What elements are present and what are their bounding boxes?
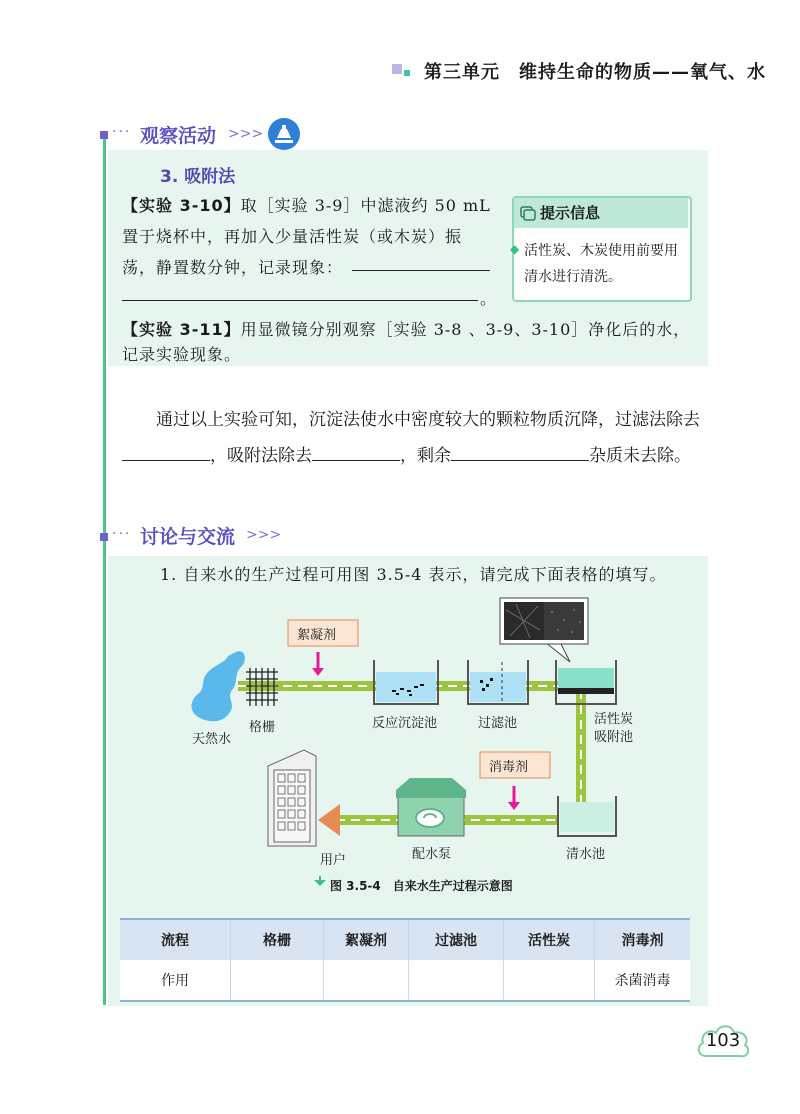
label-clear-tank: 清水池: [566, 847, 606, 862]
td-filter-answer[interactable]: [409, 960, 504, 1001]
exp1-label: 【实验 3-10】: [122, 196, 241, 215]
coagulant-arrow: [312, 668, 324, 676]
label-carbon-2: 吸附池: [594, 730, 634, 745]
conclusion-part2: ，吸附法除去: [210, 446, 312, 466]
section-dots: ···: [112, 526, 132, 542]
observe-section-title: 观察活动: [140, 125, 217, 147]
td-function-label: 作用: [120, 960, 231, 1001]
conclusion-part3: ，剩余: [400, 446, 451, 466]
pump-house: [396, 778, 466, 836]
caption-arrow-icon: [314, 876, 326, 886]
th-grid: 格栅: [231, 919, 324, 960]
th-disinfectant: 消毒剂: [595, 919, 691, 960]
table-header-row: [120, 919, 690, 960]
label-disinfectant: 消毒剂: [489, 760, 529, 775]
tip-bullet-icon: ◆: [510, 242, 520, 256]
exp2-text1: 用显微镜分别观察［实验 3-8 、3-9、3-10］净化后的水，: [240, 320, 691, 339]
th-coagulant: 絮凝剂: [324, 919, 409, 960]
td-carbon-answer[interactable]: [504, 960, 595, 1001]
label-carbon-1: 活性炭: [594, 712, 634, 727]
label-natural-water: 天然水: [192, 732, 232, 747]
flow-arrow-user: [318, 804, 340, 836]
label-grid: 格栅: [249, 720, 276, 735]
process-table: [120, 918, 690, 1002]
td-coagulant-answer[interactable]: [324, 960, 409, 1001]
figure-caption: 图 3.5-4 自来水生产过程示意图: [330, 879, 513, 893]
filter-tank: [468, 660, 528, 704]
sedimentation-tank: [374, 660, 438, 704]
label-filter-tank: 过滤池: [478, 716, 518, 731]
observe-chevrons: >>>: [228, 126, 264, 142]
question-1: 1. 自来水的生产过程可用图 3.5-4 表示，请完成下面表格的填写。: [160, 565, 667, 584]
section-dots: ···: [112, 124, 132, 140]
label-sedimentation: 反应沉淀池: [372, 716, 438, 731]
exp1-line3: 荡，静置数分钟，记录现象：: [122, 258, 344, 277]
th-filter: 过滤池: [409, 919, 504, 960]
discuss-section-title: 讨论与交流: [140, 526, 236, 548]
unit-title: 第三单元 维持生命的物质——氧气、水: [424, 62, 766, 83]
discuss-chevrons: >>>: [246, 527, 282, 543]
label-pump: 配水泵: [412, 847, 452, 862]
conclusion-part1: 通过以上实验可知，沉淀法使水中密度较大的颗粒物质沉降，过滤法除去: [156, 410, 700, 430]
exp1-end: 。: [480, 289, 498, 308]
th-carbon: 活性炭: [504, 919, 595, 960]
exp1-text1: 取［实验 3-9］中滤液约 50 mL: [240, 196, 491, 215]
td-disinfectant-function: 杀菌消毒: [595, 960, 691, 1001]
table-row: [120, 960, 690, 1001]
natural-water-shape: [192, 651, 245, 721]
exp2-line2: 记录实验现象。: [122, 345, 242, 364]
label-user: 用户: [320, 853, 347, 868]
page-number: 103: [705, 1030, 741, 1051]
adsorption-subheading: 3. 吸附法: [160, 167, 236, 187]
label-coagulant: 絮凝剂: [297, 628, 337, 643]
tip-text: 活性炭、木炭使用前要用清水进行清洗。: [524, 243, 678, 285]
disinfectant-arrow: [508, 802, 520, 810]
td-grid-answer[interactable]: [231, 960, 324, 1001]
user-building: [268, 750, 316, 846]
clear-water-tank: [558, 796, 616, 836]
conclusion-part4: 杂质未去除。: [589, 446, 691, 466]
th-process: 流程: [120, 919, 231, 960]
exp2-label: 【实验 3-11】: [122, 320, 241, 339]
tip-title: 提示信息: [540, 204, 601, 222]
exp1-line2: 置于烧杯中，再加入少量活性炭（或木炭）振: [122, 227, 463, 246]
